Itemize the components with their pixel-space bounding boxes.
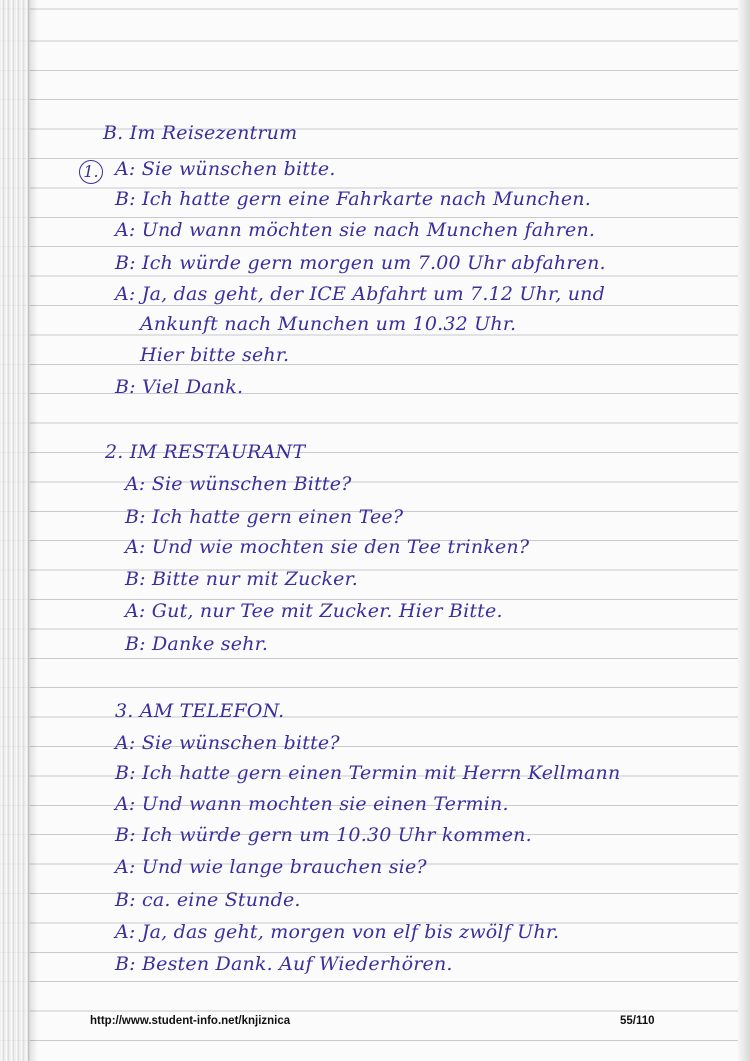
dialogue-line: B: Bitte nur mit Zucker. xyxy=(125,568,359,590)
footer-page-number: 55/110 xyxy=(620,1015,655,1027)
dialogue-line: Ankunft nach Munchen um 10.32 Uhr. xyxy=(140,313,517,335)
dialogue-line: A: Ja, das geht, der ICE Abfahrt um 7.12 Uhr, und xyxy=(115,283,605,305)
dialogue-line: A: Und wie mochten sie den Tee trinken? xyxy=(125,536,530,558)
dialogue-line: B: Ich hatte gern einen Termin mit Herrn Kellmann xyxy=(115,762,621,784)
dialogue-line: A: Sie wünschen bitte. xyxy=(115,158,336,180)
dialogue-line: B: Ich würde gern um 10.30 Uhr kommen. xyxy=(115,824,532,846)
dialogue-line: B: Besten Dank. Auf Wiederhören. xyxy=(115,953,453,975)
dialogue-line: B: Ich hatte gern einen Tee? xyxy=(125,506,404,528)
page-stack-edge xyxy=(0,0,30,1061)
dialogue-line: Hier bitte sehr. xyxy=(140,344,290,366)
spine-shadow xyxy=(28,0,38,1061)
page-right-edge xyxy=(738,0,750,1061)
dialogue-line: A: Gut, nur Tee mit Zucker. Hier Bitte. xyxy=(125,600,503,622)
section-3-title: 3. AM TELEFON. xyxy=(115,700,285,722)
dialogue-line: A: Sie wünschen Bitte? xyxy=(125,473,352,495)
dialogue-line: A: Und wann möchten sie nach Munchen fahren. xyxy=(115,219,596,241)
dialogue-line: A: Sie wünschen bitte? xyxy=(115,732,340,754)
section-1-title: B. Im Reisezentrum xyxy=(103,122,298,144)
section-1-number-circle: 1. xyxy=(79,160,103,184)
dialogue-line: B: ca. eine Stunde. xyxy=(115,889,301,911)
dialogue-line: B: Ich würde gern morgen um 7.00 Uhr abfahren. xyxy=(115,252,606,274)
dialogue-line: B: Danke sehr. xyxy=(125,633,269,655)
dialogue-line: A: Und wie lange brauchen sie? xyxy=(115,856,427,878)
dialogue-line: B: Viel Dank. xyxy=(115,376,244,398)
dialogue-line: A: Und wann mochten sie einen Termin. xyxy=(115,793,509,815)
footer-url: http://www.student-info.net/knjiznica xyxy=(90,1015,291,1027)
section-2-title: 2. IM RESTAURANT xyxy=(105,441,306,463)
dialogue-line: A: Ja, das geht, morgen von elf bis zwölf Uhr. xyxy=(115,921,560,943)
dialogue-line: B: Ich hatte gern eine Fahrkarte nach Munchen. xyxy=(115,188,591,210)
